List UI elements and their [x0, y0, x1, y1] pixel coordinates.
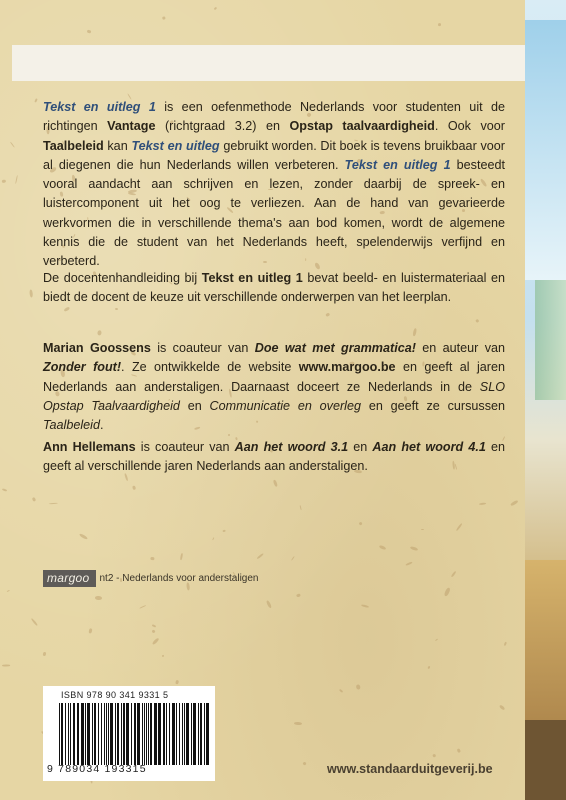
teacher-manual-paragraph: De docentenhandleiding bij Tekst en uitleg 1 bevat beeld- en luistermateriaal en biedt de docent de keuze uit verschillende onderwerpen van het leerplan.: [43, 271, 506, 305]
light-band: [12, 45, 525, 81]
barcode-bars: [59, 703, 209, 765]
author-name: Ann Hellemans: [43, 440, 136, 454]
barcode: [43, 686, 215, 781]
margoo-logo: margoo: [43, 570, 96, 587]
author-goossens-paragraph: Marian Goossens is coauteur van Doe wat met grammatica! en auteur van Zonder fout!. Ze ontwikkelde de website www.margoo.be en geeft al jaren Nederlands aan anderstaligen. Daarnaast doceert ze Nederlands in de SLO Opstap Taalvaardigheid en Communicatie en overleg en geeft ze cursussen Taalbeleid.: [43, 341, 506, 433]
author-name: Marian Goossens: [43, 341, 151, 355]
isbn-label: ISBN 978 90 341 9331 5: [61, 690, 169, 700]
spine-edge-painting: [525, 0, 566, 800]
barcode-digits: 9 789034 193315: [47, 763, 147, 775]
publisher-website[interactable]: www.standaarduitgeverij.be: [327, 762, 493, 776]
book-title: Tekst en uitleg 1: [43, 100, 156, 114]
description-paragraph: Tekst en uitleg 1 is een oefenmethode Nederlands voor studenten uit de richtingen Vantage (richtgraad 3.2) en Opstap taalvaardigheid. Ook voor Taalbeleid kan Tekst en uitleg gebruikt worden. Dit boek is tevens bruikbaar voor al diegenen die hun Nederlands willen verbeteren. Tekst en uitleg 1 besteedt vooral aandacht aan schrijven en lezen, zonder daarbij de spreek- en luistercomponent uit het oog te verliezen. Aan de hand van gevarieerde werkvormen die in verschillende thema's aan bod komen, wordt de algemene kennis die de student van het Nederlands heeft, spelenderwijs verfijnd en verbeterd.: [43, 100, 505, 269]
series-subtitle: nt2 - Nederlands voor anderstaligen: [99, 572, 259, 584]
author-hellemans-paragraph: Ann Hellemans is coauteur van Aan het woord 3.1 en Aan het woord 4.1 en geeft al verschillende jaren Nederlands aan anderstaligen.: [43, 440, 505, 474]
publisher-series-logo: [43, 568, 258, 588]
